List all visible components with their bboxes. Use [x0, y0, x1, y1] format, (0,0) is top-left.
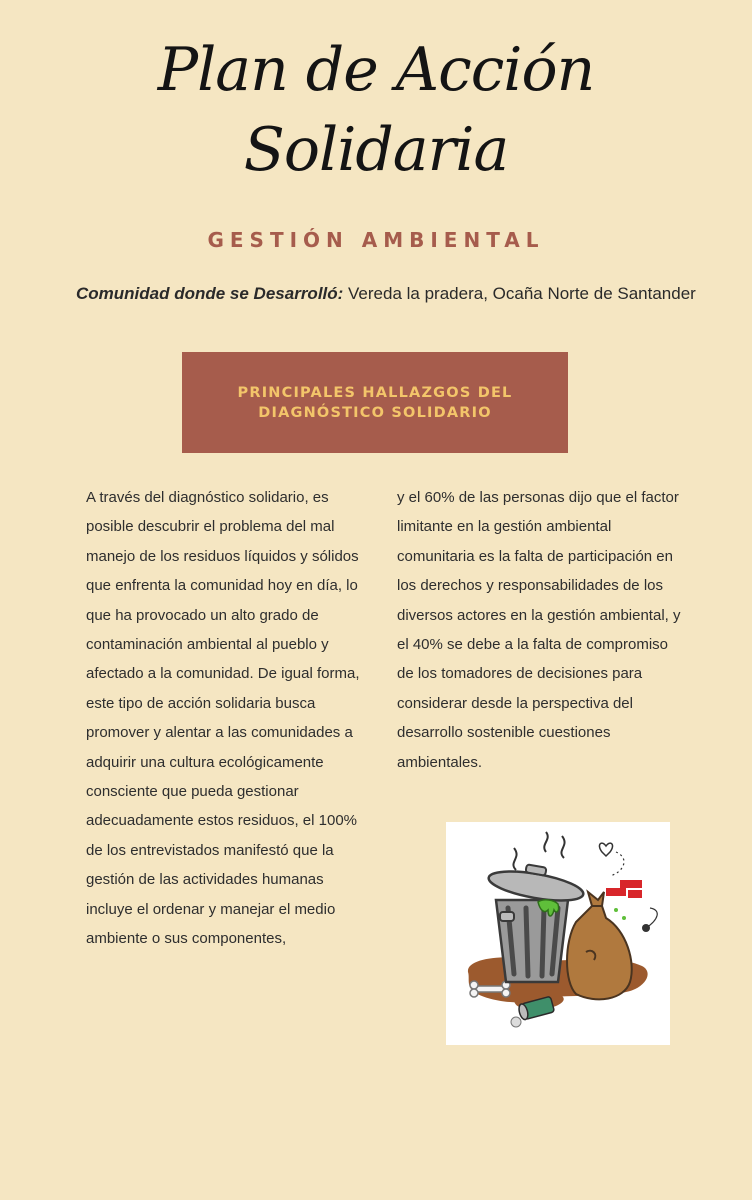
trash-can-icon [446, 822, 670, 1045]
garbage-illustration [446, 822, 670, 1045]
title-line-1: Plan de Acción [157, 35, 595, 105]
section-subtitle: GESTIÓN AMBIENTAL [207, 228, 545, 252]
findings-banner [182, 352, 568, 453]
community-value: Vereda la pradera, Ocaña Norte de Santander [343, 284, 696, 303]
body-text-right: y el 60% de las personas dijo que el factor limitante en la gestión ambiental comunitaria es la falta de participación en los derechos y responsabilidades de los diversos actores en la gestión ambiental, y el 40% se debe a la falta de compromiso de los tomadores de decisiones para considerar desde la perspectiva del desarrollo sostenible cuestiones ambientales. [397, 489, 681, 771]
title-line-2: Solidaria [243, 115, 509, 185]
banner-text: PRINCIPALES HALLAZGOS DEL DIAGNÓSTICO SOLIDARIO [237, 384, 513, 421]
community-info [76, 278, 696, 309]
community-label: Comunidad donde se Desarrolló: [76, 284, 344, 303]
body-text-left: A través del diagnóstico solidario, es posible descubrir el problema del mal manejo de los residuos líquidos y sólidos que enfrenta la comunidad hoy en día, lo que ha provocado un alto grado de contaminación ambiental al pueblo y afectado a la comunidad. De igual forma, este tipo de acción solidaria busca promover y alentar a las comunidades a adquirir una cultura ecológicamente consciente que pueda gestionar adecuadamente estos residuos, el 100% de los entrevistados manifestó que la gestión de las actividades humanas incluye el ordenar y manejar el medio ambiente o sus componentes, [86, 489, 360, 948]
page-title [0, 30, 752, 190]
